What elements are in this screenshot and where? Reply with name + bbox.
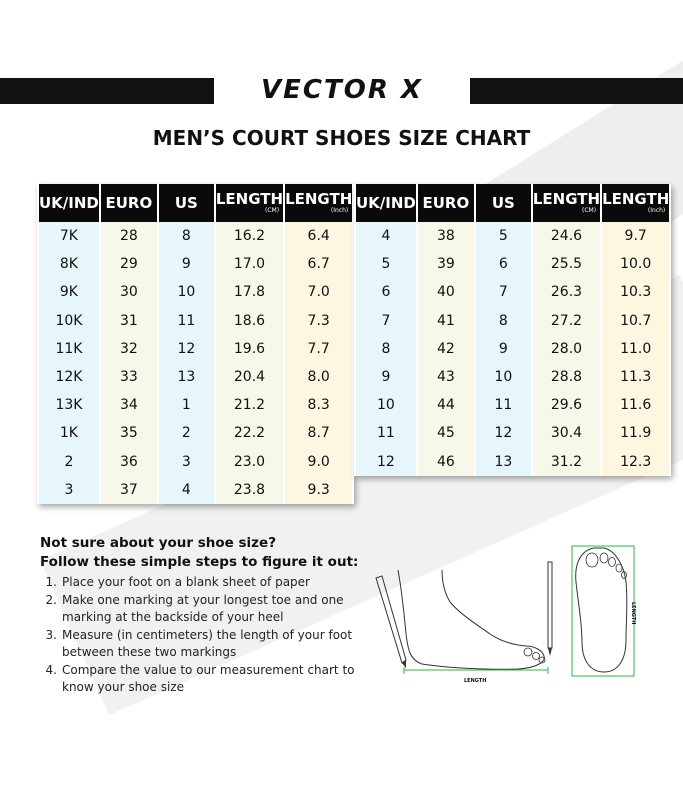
table-cell: 6.4 (285, 222, 352, 250)
table-cell: 11K (39, 335, 99, 363)
table-cell: 10.3 (602, 278, 669, 306)
table-cell: 22.2 (216, 419, 283, 447)
table-row (39, 222, 352, 250)
table-cell: 10 (356, 391, 416, 419)
table-cell: 12 (476, 419, 531, 447)
table-cell: 4 (356, 222, 416, 250)
table-cell: 11.0 (602, 335, 669, 363)
header-length-cm: LENGTH (CM) (533, 184, 600, 222)
brand-name: VECTOR (261, 75, 390, 105)
table-cell: 11 (476, 391, 531, 419)
table-cell: 5 (476, 222, 531, 250)
table-cell: 28 (101, 222, 157, 250)
step-item (40, 592, 390, 627)
step-number: 4. (45, 662, 57, 677)
side-foot-icon (398, 570, 544, 669)
step-item (40, 574, 390, 592)
table-cell: 36 (101, 448, 157, 476)
table-cell: 39 (418, 250, 474, 278)
size-table-right (354, 184, 671, 476)
step-text: Measure (in centimeters) the length of your foot between these two markings (62, 627, 353, 659)
table-row (39, 448, 352, 476)
table-cell: 46 (418, 448, 474, 476)
table-row (356, 307, 669, 335)
table-cell: 23.8 (216, 476, 283, 504)
table-cell: 8 (356, 335, 416, 363)
table-cell: 10 (159, 278, 214, 306)
table-cell: 6 (476, 250, 531, 278)
table-row (356, 391, 669, 419)
step-number: 1. (45, 575, 57, 589)
table-cell: 20.4 (216, 363, 283, 391)
table-header-row (356, 184, 669, 222)
table-row (39, 335, 352, 363)
table-cell: 11 (356, 419, 416, 447)
table-cell: 17.0 (216, 250, 283, 278)
length-box (572, 546, 634, 676)
table-cell: 7.0 (285, 278, 352, 306)
table-cell: 10.7 (602, 307, 669, 335)
table-row (356, 419, 669, 447)
table-cell: 38 (418, 222, 474, 250)
table-cell: 40 (418, 278, 474, 306)
table-cell: 9K (39, 278, 99, 306)
table-cell: 12 (159, 335, 214, 363)
table-row (356, 250, 669, 278)
table-header-row (39, 184, 352, 222)
table-cell: 43 (418, 363, 474, 391)
table-cell: 44 (418, 391, 474, 419)
table-cell: 16.2 (216, 222, 283, 250)
table-row (356, 222, 669, 250)
table-cell: 21.2 (216, 391, 283, 419)
table-cell: 29 (101, 250, 157, 278)
table-cell: 11.9 (602, 419, 669, 447)
table-cell: 12K (39, 363, 99, 391)
table-cell: 12 (356, 448, 416, 476)
length-label-side: LENGTH (464, 678, 487, 684)
table-cell: 28.8 (533, 363, 600, 391)
header-length-inch: LENGTH (Inch) (602, 184, 669, 222)
header-uk-ind: UK/IND (356, 184, 416, 222)
table-cell: 45 (418, 419, 474, 447)
top-foot-icon (576, 548, 627, 672)
table-cell: 9.3 (285, 476, 352, 504)
header-uk-ind: UK/IND (39, 184, 99, 222)
header-bar-right (470, 78, 683, 104)
table-cell: 8K (39, 250, 99, 278)
table-cell: 12.3 (602, 448, 669, 476)
size-table-left (37, 184, 354, 504)
table-cell: 1 (159, 391, 214, 419)
step-number: 3. (45, 627, 57, 642)
table-cell: 4 (159, 476, 214, 504)
table-cell: 13K (39, 391, 99, 419)
table-cell: 30.4 (533, 419, 600, 447)
table-cell: 3 (159, 448, 214, 476)
table-cell: 5 (356, 250, 416, 278)
table-cell: 10.0 (602, 250, 669, 278)
table-cell: 6 (356, 278, 416, 306)
table-cell: 37 (101, 476, 157, 504)
brand-mark: X (400, 75, 423, 105)
table-cell: 7K (39, 222, 99, 250)
table-row (356, 363, 669, 391)
header-euro: EURO (418, 184, 474, 222)
table-cell: 28.0 (533, 335, 600, 363)
table-cell: 33 (101, 363, 157, 391)
table-cell: 18.6 (216, 307, 283, 335)
table-row (39, 307, 352, 335)
table-cell: 13 (476, 448, 531, 476)
table-cell: 9 (476, 335, 531, 363)
table-cell: 29.6 (533, 391, 600, 419)
table-cell: 17.8 (216, 278, 283, 306)
brand-logo (214, 70, 470, 110)
table-row (356, 278, 669, 306)
step-text: Compare the value to our measurement chart to know your shoe size (62, 662, 355, 694)
table-cell: 11.6 (602, 391, 669, 419)
table-cell: 30 (101, 278, 157, 306)
table-cell: 7.7 (285, 335, 352, 363)
table-cell: 8 (159, 222, 214, 250)
step-text: Make one marking at your longest toe and one marking at the backside of your heel (62, 592, 344, 624)
table-cell: 3 (39, 476, 99, 504)
page-title: MEN’S COURT SHOES SIZE CHART (152, 126, 531, 150)
table-cell: 8.7 (285, 419, 352, 447)
table-row (39, 250, 352, 278)
instructions (40, 534, 390, 697)
step-item (40, 627, 390, 662)
table-cell: 10 (476, 363, 531, 391)
table-row (39, 363, 352, 391)
table-cell: 9 (159, 250, 214, 278)
table-cell: 24.6 (533, 222, 600, 250)
table-cell: 7 (476, 278, 531, 306)
table-row (39, 278, 352, 306)
table-cell: 6.7 (285, 250, 352, 278)
step-item (40, 662, 390, 697)
table-cell: 31 (101, 307, 157, 335)
header-length-cm: LENGTH (CM) (216, 184, 283, 222)
table-cell: 7.3 (285, 307, 352, 335)
step-text: Place your foot on a blank sheet of paper (62, 575, 310, 589)
table-cell: 1K (39, 419, 99, 447)
instructions-lead: Follow these simple steps to figure it out: (40, 554, 359, 570)
header-us: US (476, 184, 531, 222)
table-cell: 41 (418, 307, 474, 335)
instructions-question: Not sure about your shoe size? (40, 535, 277, 551)
table-cell: 31.2 (533, 448, 600, 476)
table-cell: 42 (418, 335, 474, 363)
header-bar-left (0, 78, 214, 104)
toes-icon (524, 648, 545, 663)
table-cell: 8 (476, 307, 531, 335)
table-cell: 10K (39, 307, 99, 335)
table-cell: 2 (39, 448, 99, 476)
table-cell: 13 (159, 363, 214, 391)
table-cell: 27.2 (533, 307, 600, 335)
table-cell: 25.5 (533, 250, 600, 278)
table-cell: 34 (101, 391, 157, 419)
table-cell: 32 (101, 335, 157, 363)
step-number: 2. (45, 592, 57, 607)
header-length-inch: LENGTH (Inch) (285, 184, 352, 222)
table-cell: 2 (159, 419, 214, 447)
table-cell: 7 (356, 307, 416, 335)
table-cell: 23.0 (216, 448, 283, 476)
steps-list (40, 574, 390, 697)
table-row (39, 419, 352, 447)
table-cell: 8.0 (285, 363, 352, 391)
table-row (356, 448, 669, 476)
foot-measurement-illustration (368, 542, 638, 687)
table-row (39, 391, 352, 419)
table-cell: 9.7 (602, 222, 669, 250)
table-cell: 8.3 (285, 391, 352, 419)
table-cell: 11 (159, 307, 214, 335)
table-cell: 26.3 (533, 278, 600, 306)
header-us: US (159, 184, 214, 222)
table-cell: 9.0 (285, 448, 352, 476)
table-cell: 11.3 (602, 363, 669, 391)
pencil-icon (548, 562, 552, 656)
table-cell: 19.6 (216, 335, 283, 363)
length-label-top: LENGTH (630, 602, 636, 625)
table-cell: 9 (356, 363, 416, 391)
table-row (39, 476, 352, 504)
table-cell: 35 (101, 419, 157, 447)
table-row (356, 335, 669, 363)
header-euro: EURO (101, 184, 157, 222)
